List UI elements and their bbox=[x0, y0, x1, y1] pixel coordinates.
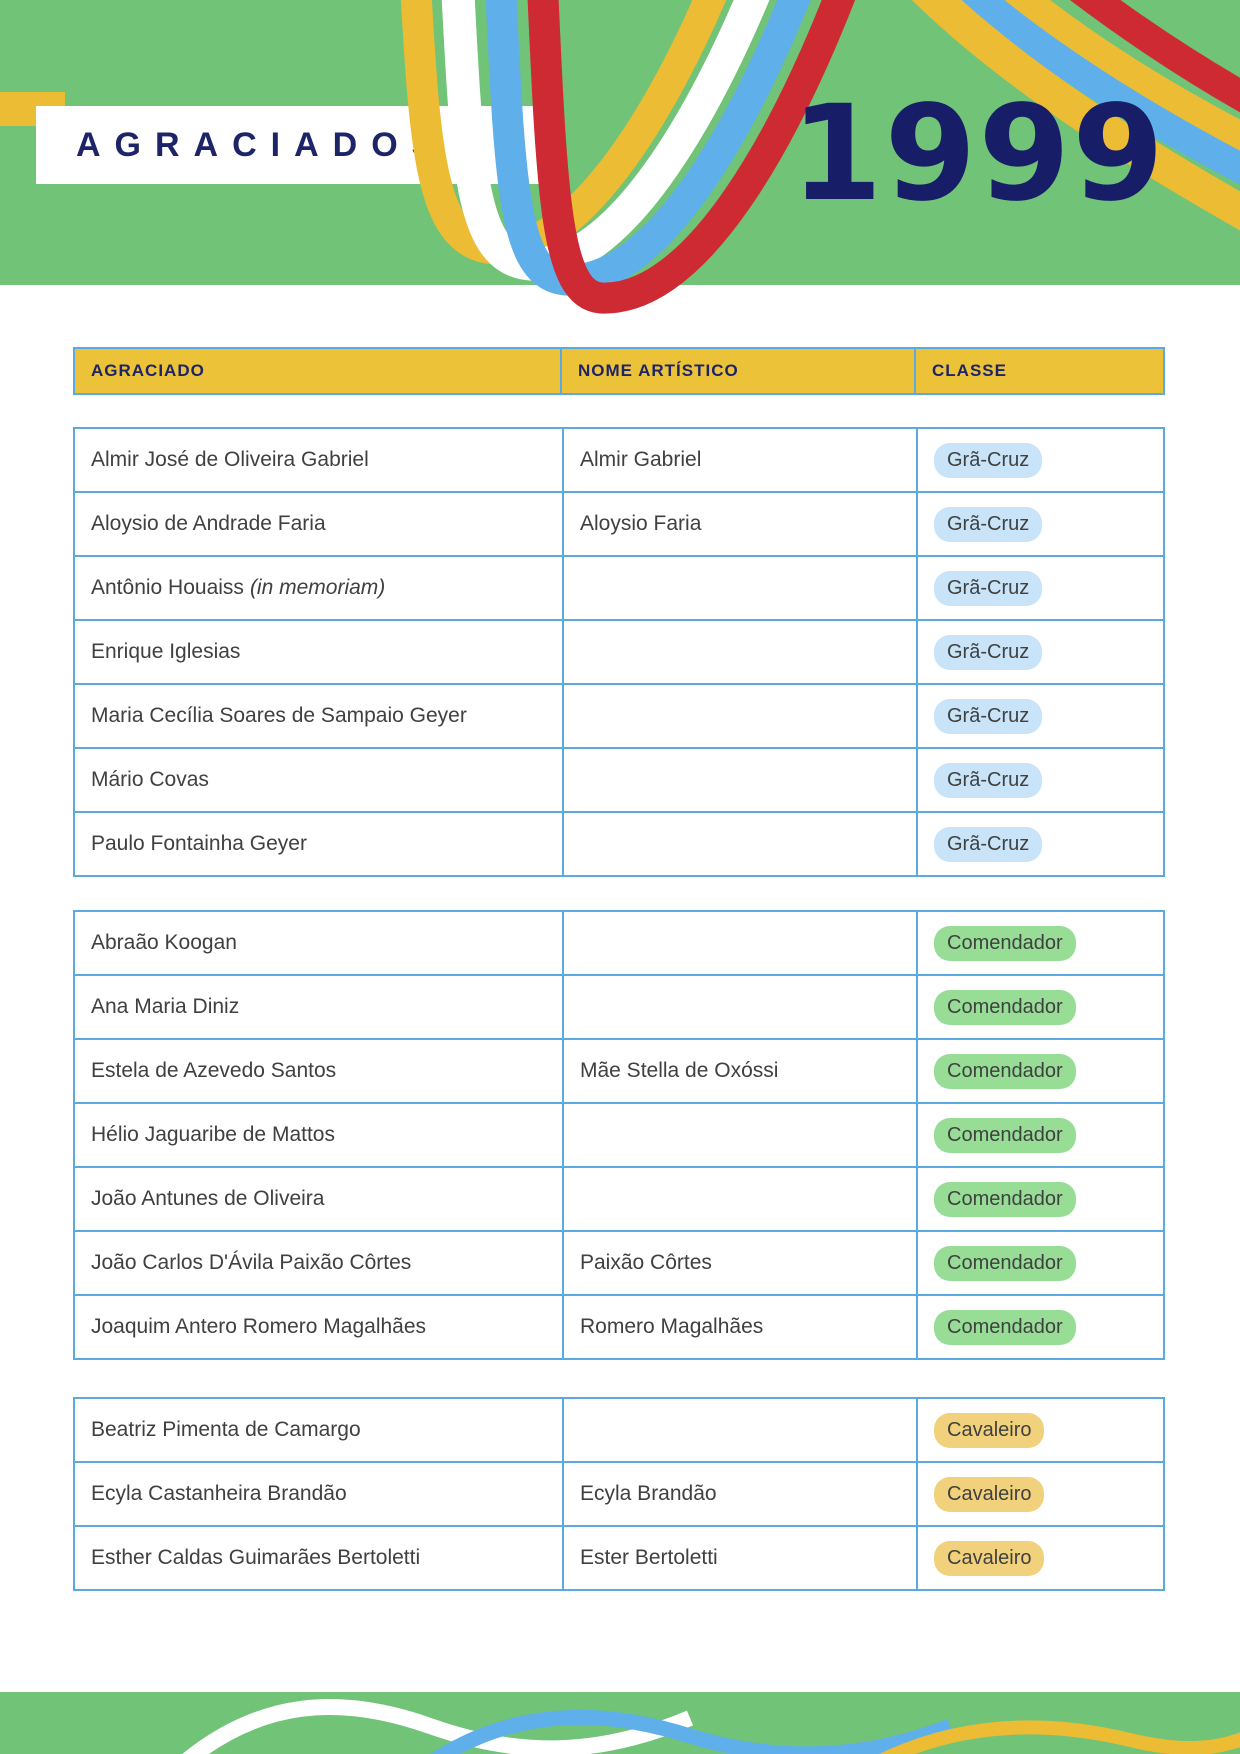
classe-cell bbox=[916, 1040, 1163, 1102]
agraciado-cell: Aloysio de Andrade Faria bbox=[91, 512, 326, 535]
classe-cell bbox=[916, 1168, 1163, 1230]
table-row bbox=[75, 811, 1163, 875]
agraciado-cell: Joaquim Antero Romero Magalhães bbox=[91, 1315, 427, 1338]
nome-artistico-cell: Almir Gabriel bbox=[562, 429, 916, 491]
nome-artistico-cell bbox=[562, 557, 916, 619]
table-row bbox=[75, 429, 1163, 491]
classe-cell bbox=[916, 1463, 1163, 1525]
class-badge: Grã-Cruz bbox=[934, 699, 1042, 734]
table-header bbox=[73, 347, 1165, 395]
title-box bbox=[36, 106, 541, 184]
table-row bbox=[75, 974, 1163, 1038]
table-row bbox=[75, 619, 1163, 683]
agraciado-cell: Mário Covas bbox=[91, 768, 209, 791]
agraciado-cell: Hélio Jaguaribe de Mattos bbox=[91, 1123, 335, 1146]
agraciado-cell: Paulo Fontainha Geyer bbox=[91, 832, 307, 855]
table-row bbox=[75, 1525, 1163, 1589]
agraciado-cell: João Carlos D'Ávila Paixão Côrtes bbox=[91, 1251, 412, 1274]
table-row bbox=[75, 1399, 1163, 1461]
class-badge: Comendador bbox=[934, 1054, 1076, 1089]
class-group-cavaleiro bbox=[73, 1397, 1165, 1591]
agraciado-cell: Beatriz Pimenta de Camargo bbox=[91, 1418, 361, 1441]
column-header-classe: CLASSE bbox=[932, 361, 1007, 380]
class-badge: Grã-Cruz bbox=[934, 443, 1042, 478]
table-row bbox=[75, 1166, 1163, 1230]
table-row bbox=[75, 1294, 1163, 1358]
table-row bbox=[75, 1230, 1163, 1294]
table-row bbox=[75, 555, 1163, 619]
classe-cell bbox=[916, 912, 1163, 974]
table-row bbox=[75, 491, 1163, 555]
year-label: 1999 bbox=[790, 77, 1166, 231]
nome-artistico-cell bbox=[562, 1104, 916, 1166]
honorees-table bbox=[73, 347, 1165, 1591]
footer-banner bbox=[0, 1692, 1240, 1754]
table-row bbox=[75, 1038, 1163, 1102]
nome-artistico-cell: Mãe Stella de Oxóssi bbox=[562, 1040, 916, 1102]
classe-cell bbox=[916, 1104, 1163, 1166]
class-badge: Comendador bbox=[934, 1118, 1076, 1153]
agraciado-cell: Estela de Azevedo Santos bbox=[91, 1059, 337, 1082]
classe-cell bbox=[916, 621, 1163, 683]
nome-artistico-cell bbox=[562, 813, 916, 875]
agraciado-cell: Almir José de Oliveira Gabriel bbox=[91, 448, 369, 471]
classe-cell bbox=[916, 1232, 1163, 1294]
in-memoriam-note: (in memoriam) bbox=[249, 576, 386, 599]
classe-cell bbox=[916, 813, 1163, 875]
classe-cell bbox=[916, 1296, 1163, 1358]
classe-cell bbox=[916, 976, 1163, 1038]
agraciado-cell: João Antunes de Oliveira bbox=[91, 1187, 325, 1210]
nome-artistico-cell bbox=[562, 621, 916, 683]
class-badge: Grã-Cruz bbox=[934, 507, 1042, 542]
page-title: AGRACIADOS bbox=[76, 125, 449, 164]
class-badge: Comendador bbox=[934, 1182, 1076, 1217]
class-badge: Cavaleiro bbox=[934, 1413, 1044, 1448]
classe-cell bbox=[916, 1527, 1163, 1589]
table-row bbox=[75, 1102, 1163, 1166]
nome-artistico-cell bbox=[562, 685, 916, 747]
classe-cell bbox=[916, 1399, 1163, 1461]
class-badge: Grã-Cruz bbox=[934, 827, 1042, 862]
classe-cell bbox=[916, 493, 1163, 555]
agraciado-cell: Abraão Koogan bbox=[91, 931, 237, 954]
table-row bbox=[75, 683, 1163, 747]
agraciado-cell: Ecyla Castanheira Brandão bbox=[91, 1482, 347, 1505]
class-badge: Comendador bbox=[934, 1246, 1076, 1281]
column-header-nome-artistico: NOME ARTÍSTICO bbox=[562, 349, 916, 393]
classe-cell bbox=[916, 749, 1163, 811]
class-badge: Grã-Cruz bbox=[934, 571, 1042, 606]
class-groups bbox=[73, 427, 1165, 1591]
classe-cell bbox=[916, 685, 1163, 747]
class-badge: Comendador bbox=[934, 926, 1076, 961]
nome-artistico-cell: Paixão Côrtes bbox=[562, 1232, 916, 1294]
class-badge: Grã-Cruz bbox=[934, 763, 1042, 798]
column-header-agraciado: AGRACIADO bbox=[75, 349, 562, 393]
agraciado-cell: Antônio Houaiss (in memoriam) bbox=[91, 576, 386, 599]
class-badge: Cavaleiro bbox=[934, 1541, 1044, 1576]
class-badge: Grã-Cruz bbox=[934, 635, 1042, 670]
header-banner bbox=[0, 0, 1240, 285]
class-group-gracruz bbox=[73, 427, 1165, 877]
agraciado-cell: Maria Cecília Soares de Sampaio Geyer bbox=[91, 704, 467, 727]
class-badge: Comendador bbox=[934, 990, 1076, 1025]
class-badge: Cavaleiro bbox=[934, 1477, 1044, 1512]
nome-artistico-cell bbox=[562, 1399, 916, 1461]
class-badge: Comendador bbox=[934, 1310, 1076, 1345]
table-row bbox=[75, 747, 1163, 811]
classe-cell bbox=[916, 429, 1163, 491]
nome-artistico-cell: Aloysio Faria bbox=[562, 493, 916, 555]
nome-artistico-cell: Ecyla Brandão bbox=[562, 1463, 916, 1525]
table-row bbox=[75, 912, 1163, 974]
agraciado-cell: Enrique Iglesias bbox=[91, 640, 241, 663]
classe-cell bbox=[916, 557, 1163, 619]
agraciado-cell: Esther Caldas Guimarães Bertoletti bbox=[91, 1546, 421, 1569]
footer-ribbon-graphic bbox=[0, 1692, 1240, 1754]
nome-artistico-cell bbox=[562, 912, 916, 974]
table-row bbox=[75, 1461, 1163, 1525]
nome-artistico-cell: Ester Bertoletti bbox=[562, 1527, 916, 1589]
agraciado-cell: Ana Maria Diniz bbox=[91, 995, 240, 1018]
class-group-comendador bbox=[73, 910, 1165, 1360]
nome-artistico-cell bbox=[562, 1168, 916, 1230]
nome-artistico-cell: Romero Magalhães bbox=[562, 1296, 916, 1358]
nome-artistico-cell bbox=[562, 749, 916, 811]
nome-artistico-cell bbox=[562, 976, 916, 1038]
